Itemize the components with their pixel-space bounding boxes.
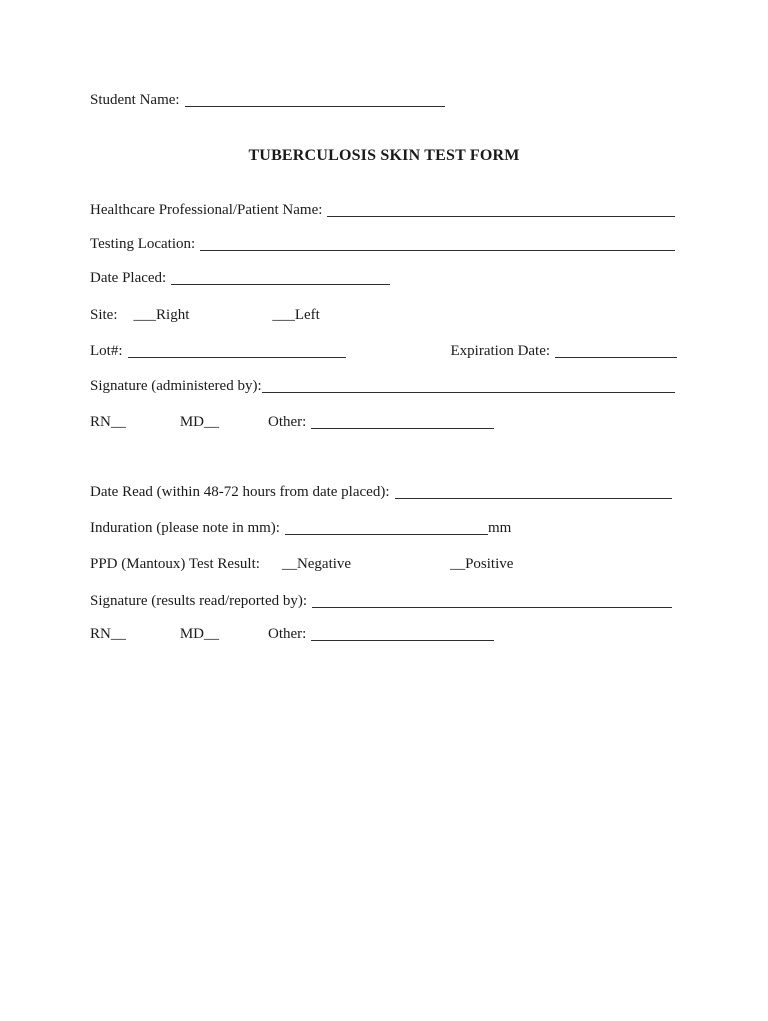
testing-location-row: [90, 236, 675, 253]
expiration-date-label: Expiration Date:: [450, 343, 551, 359]
signature-administered-row: [90, 378, 675, 395]
site-row: [90, 307, 320, 324]
date-placed-row: [90, 270, 390, 287]
healthcare-name-line[interactable]: [327, 212, 675, 217]
student-name-row: [90, 92, 445, 109]
date-read-label: Date Read (within 48-72 hours from date placed):: [90, 484, 390, 500]
other-label: Other:: [268, 414, 307, 430]
results-credentials-row: [90, 626, 494, 643]
lot-expiration-row: [90, 343, 677, 360]
other-label: Other:: [268, 626, 307, 642]
signature-administered-label: Signature (administered by):: [90, 378, 262, 394]
induration-unit: mm: [487, 520, 512, 536]
rn-option[interactable]: RN__: [90, 626, 126, 642]
induration-label: Induration (please note in mm):: [90, 520, 280, 536]
ppd-result-row: [90, 556, 513, 573]
other-credential-line[interactable]: [311, 424, 494, 429]
signature-results-label: Signature (results read/reported by):: [90, 593, 308, 609]
form-title: TUBERCULOSIS SKIN TEST FORM: [248, 147, 520, 164]
rn-option[interactable]: RN__: [90, 414, 126, 430]
student-name-line[interactable]: [185, 102, 445, 107]
induration-line[interactable]: [285, 530, 488, 535]
negative-option[interactable]: __Negative: [281, 556, 352, 572]
testing-location-label: Testing Location:: [90, 236, 196, 252]
administered-credentials-row: [90, 414, 494, 431]
site-label: Site:: [90, 307, 118, 323]
site-right-option[interactable]: ___Right: [133, 307, 190, 323]
lot-number-line[interactable]: [128, 353, 346, 358]
signature-results-line[interactable]: [312, 603, 672, 608]
signature-administered-line[interactable]: [262, 388, 675, 393]
student-name-label: Student Name:: [90, 92, 180, 108]
md-option[interactable]: MD__: [179, 414, 220, 430]
date-placed-line[interactable]: [171, 280, 390, 285]
date-placed-label: Date Placed:: [90, 270, 167, 286]
expiration-date-line[interactable]: [555, 353, 677, 358]
date-read-line[interactable]: [395, 494, 673, 499]
lot-number-label: Lot#:: [90, 343, 123, 359]
signature-results-row: [90, 593, 672, 610]
date-read-row: [90, 484, 672, 501]
md-option[interactable]: MD__: [179, 626, 220, 642]
site-left-option[interactable]: ___Left: [272, 307, 320, 323]
other-credential-line[interactable]: [311, 636, 494, 641]
healthcare-name-label: Healthcare Professional/Patient Name:: [90, 202, 323, 218]
healthcare-name-row: [90, 202, 675, 219]
positive-option[interactable]: __Positive: [450, 556, 514, 572]
ppd-result-label: PPD (Mantoux) Test Result:: [90, 556, 260, 572]
testing-location-line[interactable]: [200, 246, 675, 251]
induration-row: [90, 520, 511, 537]
